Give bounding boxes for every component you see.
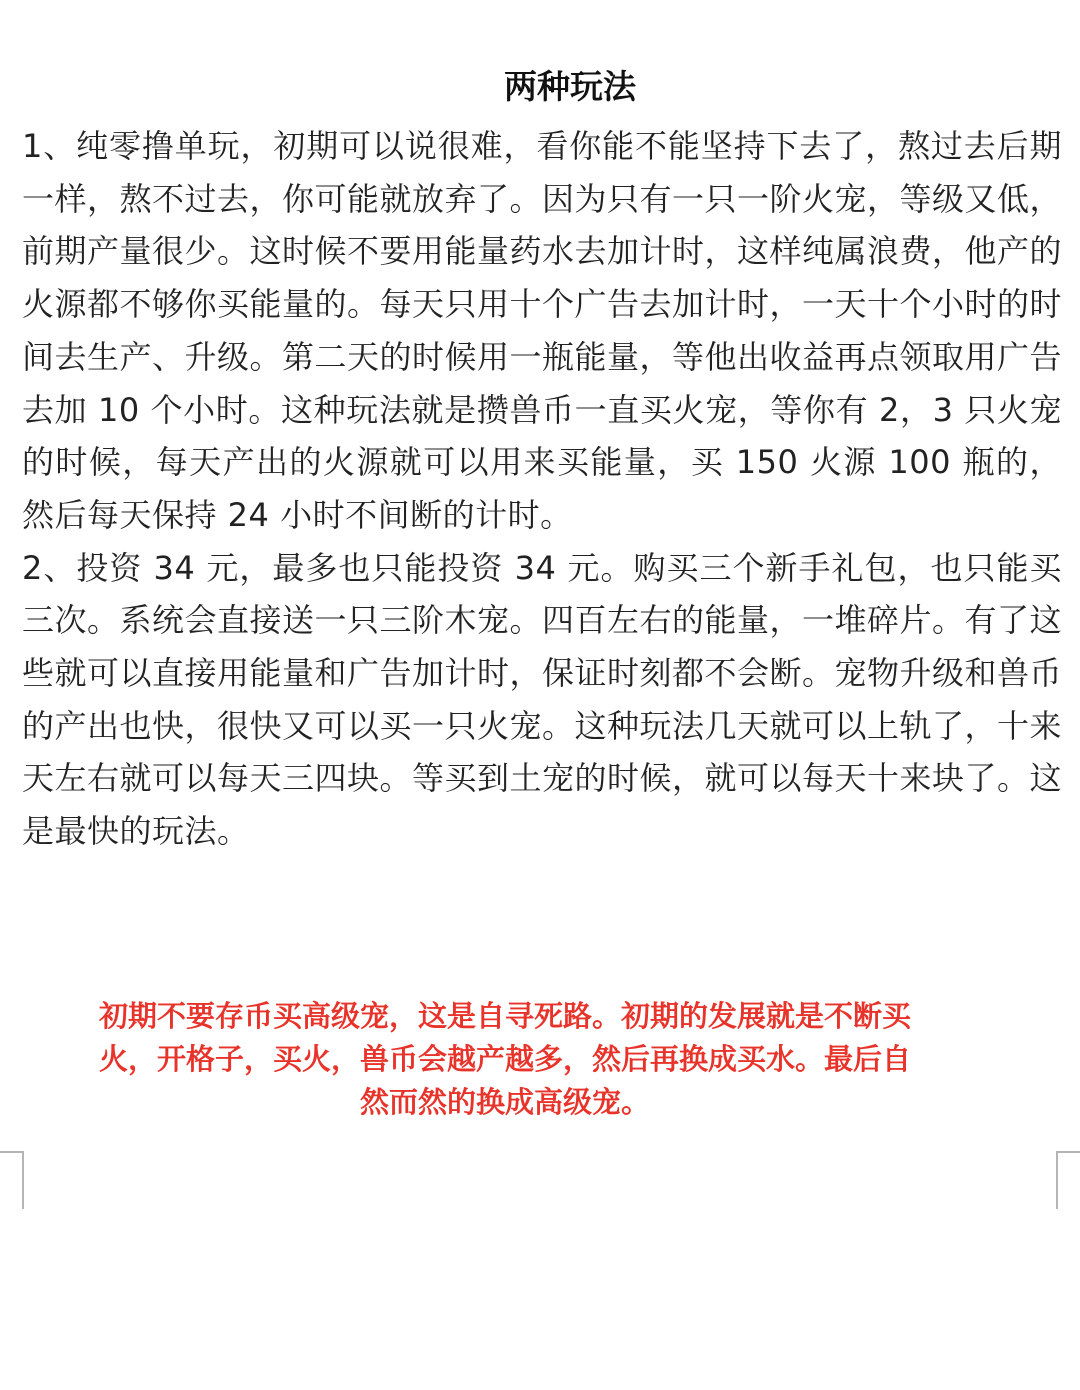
red-tip-note: 初期不要存币买高级宠，这是自寻死路。初期的发展就是不断买火，开格子，买火，兽币会越产越多，然后再换成买水。最后自然而然的换成高级宠。 xyxy=(98,999,911,1119)
page-corner-mark-right xyxy=(1056,1151,1080,1209)
paragraph-zero-cost-play: 1、纯零撸单玩，初期可以说很难，看你能不能坚持下去了，熬过去后期一样，熬不过去，你可能就放弃了。因为只有一只一阶火宠，等级又低，前期产量很少。这时候不要用能量药水去加计时，这样纯属浪费，他产的火源都不够你买能量的。每天只用十个广告去加计时，一天十个小时的时间去生产、升级。第二天的时候用一瓶能量，等他出收益再点领取用广告去加 10 个小时。这种玩法就是攒兽币一直买火宠，等你有 2，3 只火宠的时候，每天产出的火源就可以用来买能量，买 150 火源 100 瓶的，然后每天保持 24 小时不间断的计时。 xyxy=(22,127,1063,534)
page-corner-mark-left xyxy=(0,1151,24,1209)
paragraph-invest-play: 2、投资 34 元，最多也只能投资 34 元。购买三个新手礼包，也只能买三次。系统会直接送一只三阶木宠。四百左右的能量，一堆碎片。有了这些就可以直接用能量和广告加计时，保证时刻都不会断。宠物升级和兽币的产出也快，很快又可以买一只火宠。这种玩法几天就可以上轨了，十来天左右就可以每天三四块。等买到土宠的时候，就可以每天十来块了。这是最快的玩法。 xyxy=(22,548,1063,851)
document-body xyxy=(22,120,1062,858)
document-title: 两种玩法 xyxy=(504,67,636,106)
